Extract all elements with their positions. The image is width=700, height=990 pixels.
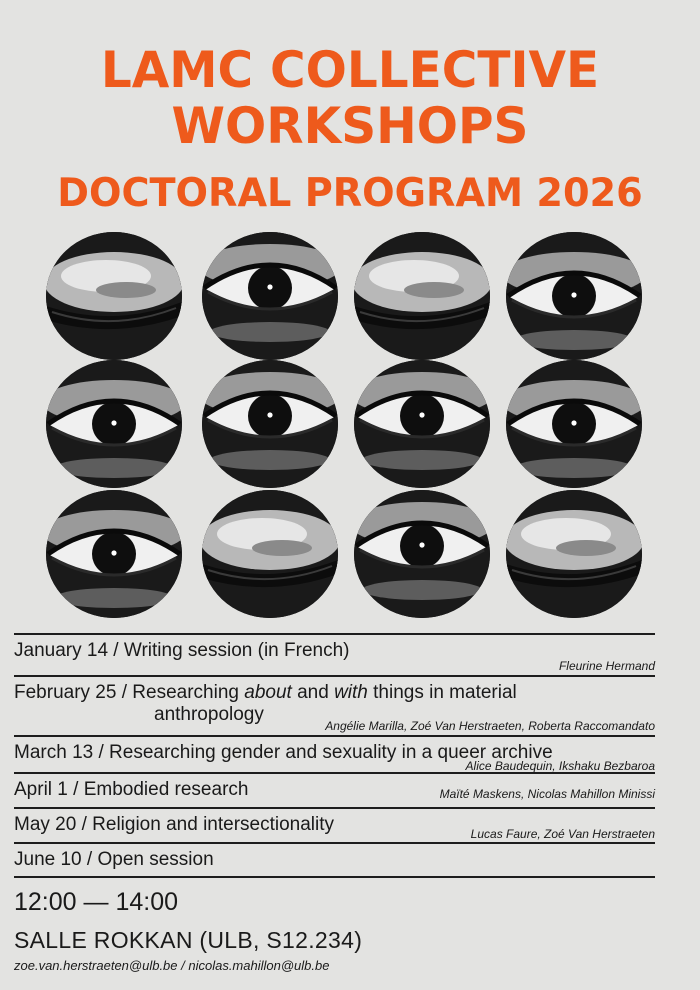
session-title: Religion and intersectionality xyxy=(92,814,335,835)
eye-images-grid xyxy=(46,232,654,624)
contact-emails: zoe.van.herstraeten@ulb.be / nicolas.mahillon@ulb.be xyxy=(14,958,330,973)
eye-image xyxy=(46,360,182,488)
title-line-2: WORKSHOPS xyxy=(171,97,529,155)
session-title: Writing session (in French) xyxy=(123,640,350,661)
subtitle: DOCTORAL PROGRAM 2026 xyxy=(57,171,643,216)
session-row: February 25 / Researching about and with things in material anthropology Angélie Marilla, Zoé Van Herstraeten, Roberta Raccomandato xyxy=(14,675,655,735)
session-title-continued: anthropology xyxy=(154,704,264,725)
session-speakers: Angélie Marilla, Zoé Van Herstraeten, Roberta Raccomandato xyxy=(325,719,655,733)
session-date: April 1 xyxy=(14,779,68,800)
eye-image xyxy=(506,360,642,488)
session-row: January 14 / Writing session (in French) Fleurine Hermand xyxy=(14,633,655,675)
eye-image xyxy=(202,232,338,360)
closed-eye-image xyxy=(46,232,182,360)
session-title: Open session xyxy=(97,849,214,870)
session-date: May 20 xyxy=(14,814,77,835)
session-date: March 13 xyxy=(14,742,94,763)
session-speakers: Alice Baudequin, Ikshaku Bezbaroa xyxy=(465,759,655,773)
session-date: February 25 xyxy=(14,682,117,703)
session-date: January 14 xyxy=(14,640,109,661)
eye-image xyxy=(46,490,182,618)
eye-image xyxy=(354,360,490,488)
session-title: Researching xyxy=(132,682,245,703)
session-row: June 10 / Open session xyxy=(14,842,655,878)
closed-eye-image xyxy=(506,490,642,618)
closed-eye-image xyxy=(354,232,490,360)
closed-eye-image xyxy=(202,490,338,618)
session-date: June 10 xyxy=(14,849,82,870)
session-time: 12:00 — 14:00 xyxy=(14,888,179,916)
eye-image xyxy=(202,360,338,488)
session-title: Embodied research xyxy=(83,779,249,800)
session-row: May 20 / Religion and intersectionality Lucas Faure, Zoé Van Herstraeten xyxy=(14,807,655,842)
session-row: April 1 / Embodied research Maïté Maskens, Nicolas Mahillon Minissi xyxy=(14,772,655,807)
session-row: March 13 / Researching gender and sexuality in a queer archive Alice Baudequin, Ikshaku Bezbaroa xyxy=(14,735,655,772)
session-speakers: Maïté Maskens, Nicolas Mahillon Minissi xyxy=(439,787,655,801)
venue: SALLE ROKKAN (ULB, S12.234) xyxy=(14,927,363,953)
eye-image xyxy=(506,232,642,360)
schedule xyxy=(14,633,655,878)
session-speakers: Fleurine Hermand xyxy=(558,659,655,673)
session-title: Researching gender and sexuality in a queer archive xyxy=(109,742,553,763)
eye-image xyxy=(354,490,490,618)
title-line-1: LAMC COLLECTIVE xyxy=(100,41,600,99)
session-speakers: Lucas Faure, Zoé Van Herstraeten xyxy=(470,827,655,841)
